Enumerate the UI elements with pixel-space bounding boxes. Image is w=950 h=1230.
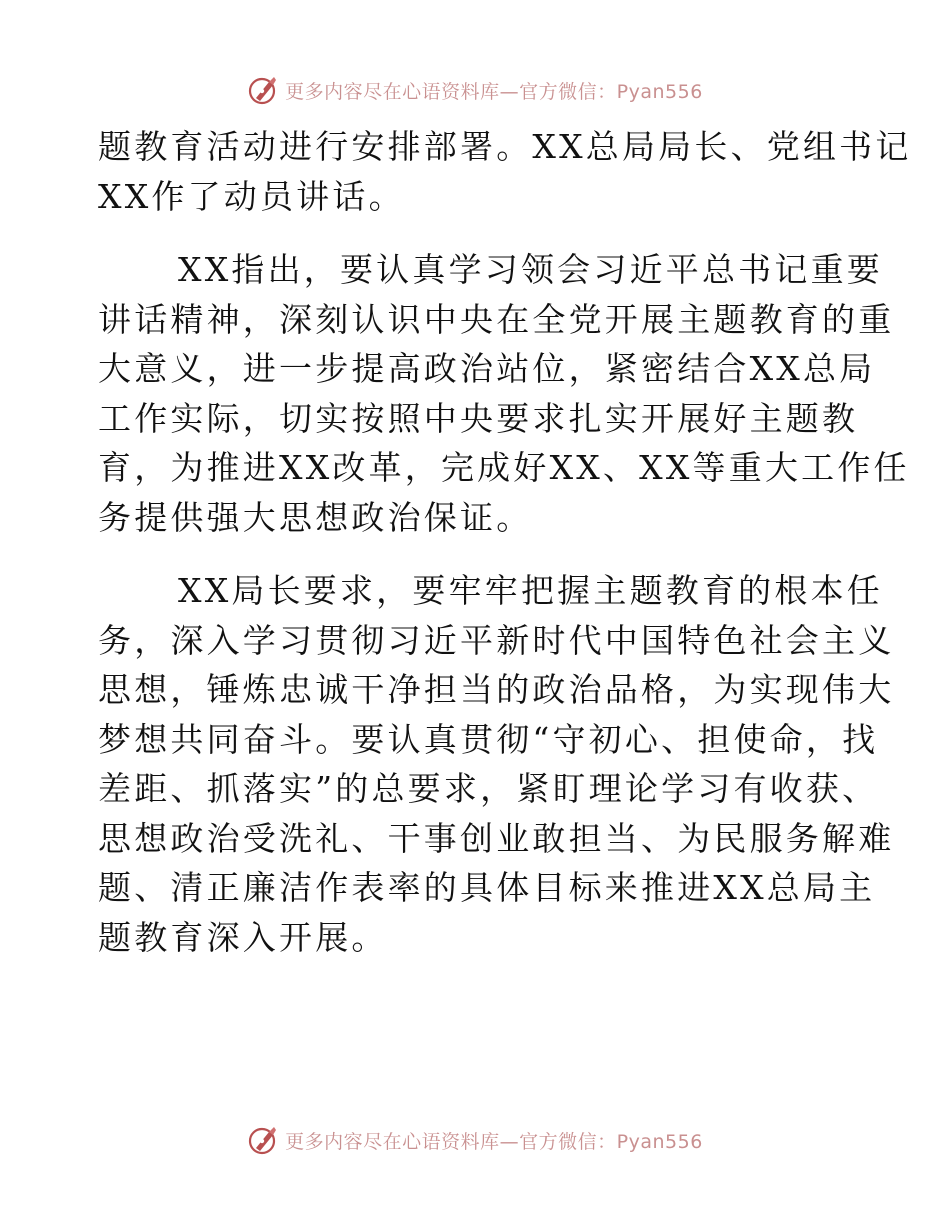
footer-watermark [0,1120,950,1160]
text-line: XX指出，要认真学习领会习近平总书记重要 [178,250,883,289]
text-line: 务提供强大思想政治保证。 [98,497,533,537]
text-line: XX作了动员讲话。 [98,176,405,216]
watermark-text: 更多内容尽在心语资料库—官方微信：Pyan556 [285,1130,703,1153]
text-line: 思想政治受洗礼、干事创业敢担当、为民服务解难 [98,818,895,858]
text-line: 育，为推进XX改革，完成好XX、XX等重大工作任 [98,448,910,487]
pen-nib-circle-icon [247,74,279,106]
paragraph [98,122,912,221]
header-watermark [0,70,950,110]
text-line: 务，深入学习贯彻习近平新时代中国特色社会主义 [98,620,895,660]
text-line: 题、清正廉洁作表率的具体目标来推进XX总局主 [98,868,876,907]
text-line: 题教育活动进行安排部署。XX总局局长、党组书记 [98,127,912,166]
document-body [98,122,912,962]
text-line: XX局长要求，要牢牢把握主题教育的根本任 [178,571,883,610]
text-line: 梦想共同奋斗。要认真贯彻“守初心、担使命，找 [98,719,879,759]
text-line: 讲话精神，深刻认识中央在全党开展主题教育的重 [98,299,895,339]
text-line: 差距、抓落实”的总要求，紧盯理论学习有收获、 [98,769,879,808]
pen-nib-circle-icon [247,1124,279,1156]
text-line: 大意义，进一步提高政治站位，紧密结合XX总局 [98,349,876,388]
text-line: 思想，锤炼忠诚干净担当的政治品格，为实现伟大 [98,670,895,709]
paragraph [98,566,895,962]
text-line: 工作实际，切实按照中央要求扎实开展好主题教 [98,398,859,438]
watermark-text: 更多内容尽在心语资料库—官方微信：Pyan556 [285,80,703,103]
paragraph [98,245,910,542]
text-line: 题教育深入开展。 [98,917,388,957]
